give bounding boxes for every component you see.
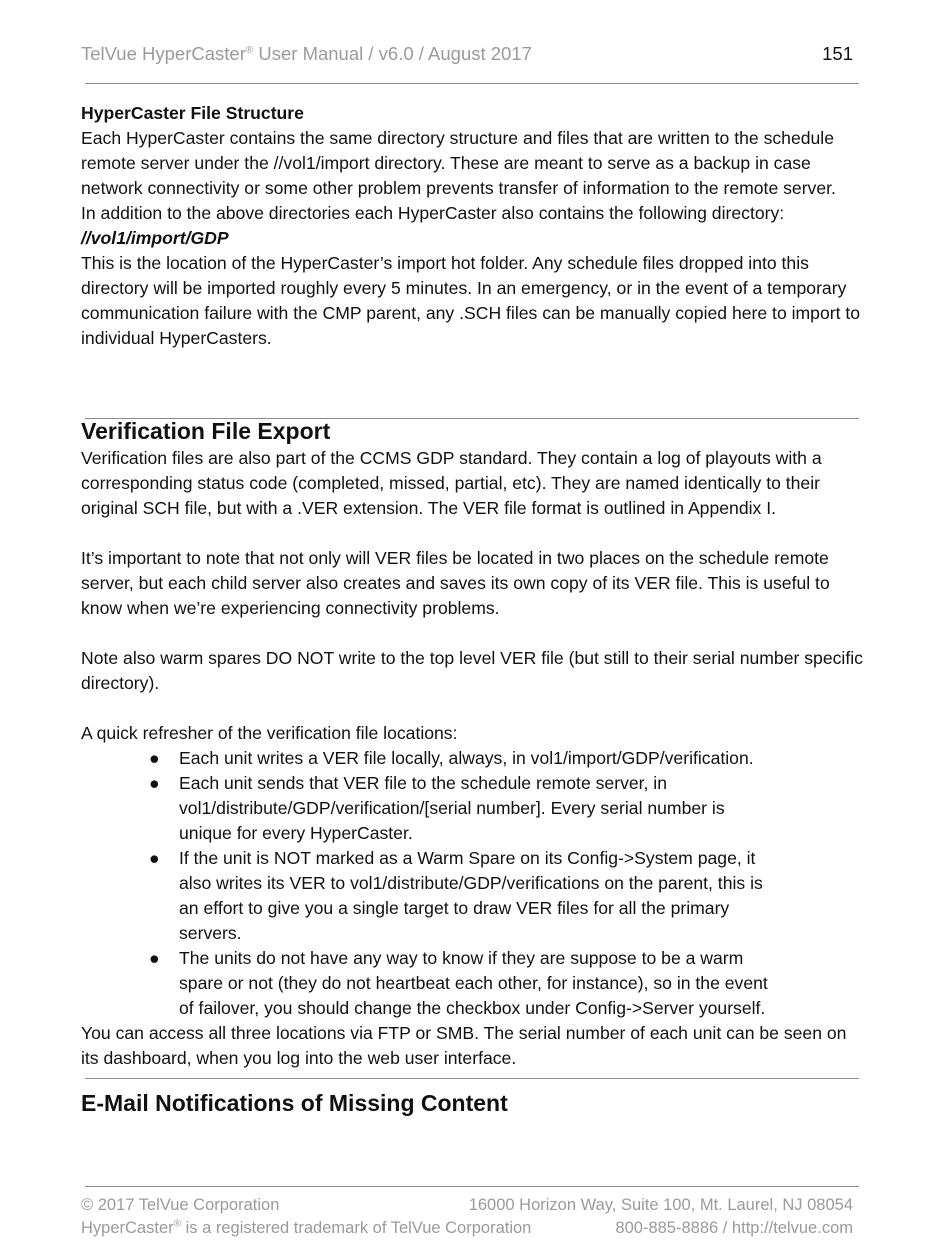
page-number: 151: [822, 43, 853, 64]
hot-folder-paragraph: This is the location of the HyperCaster’s import hot folder. Any schedule files dropped into this directory will be imported roughly every 5 minutes. In an emergency, or in the event of a temporary communication failure with the CMP parent, any .SCH files can be manually copied here to import to individual HyperCasters.: [81, 253, 861, 348]
verification-locations-paragraph: It’s important to note that not only will VER files be located in two places on the schedule remote server, but each child server also creates and saves its own copy of its VER file. This is useful to know when we’re experiencing connectivity problems.: [81, 548, 830, 618]
bullet-icon: ●: [149, 748, 160, 768]
verification-intro-paragraph: Verification files are also part of the CCMS GDP standard. They contain a log of playouts with a corresponding status code (completed, missed, partial, etc). They are named identically to their original SCH file, but with a .VER extension. The VER file format is outlined in Appendix I.: [81, 448, 822, 518]
page-header: [81, 43, 853, 67]
additional-directory-paragraph: In addition to the above directories each HyperCaster also contains the following directory:: [81, 203, 785, 223]
list-item: ● Each unit writes a VER file locally, always, in vol1/import/GDP/verification.: [81, 746, 771, 771]
page-body: [81, 101, 871, 1071]
footer-divider: [85, 1186, 859, 1187]
list-item: ● If the unit is NOT marked as a Warm Spare on its Config->System page, it also writes its VER to vol1/distribute/GDP/verifications on the parent, this is an effort to give you a single target to draw VER files for all the primary servers.: [149, 848, 763, 943]
section-divider: [85, 418, 859, 419]
refresher-intro: A quick refresher of the verification file locations:: [81, 723, 458, 743]
header-divider: [85, 83, 859, 84]
bullet-icon: ●: [149, 848, 160, 868]
email-notifications-heading: E-Mail Notifications of Missing Content: [81, 1090, 508, 1116]
header-title: TelVue HyperCaster® User Manual / v6.0 / August 2017: [81, 43, 532, 64]
footer-trademark: HyperCaster® is a registered trademark of TelVue Corporation: [81, 1218, 532, 1237]
bullet-icon: ●: [149, 948, 160, 968]
bullet-icon: ●: [149, 773, 160, 793]
list-item: ● Each unit sends that VER file to the schedule remote server, in vol1/distribute/GDP/verification/[serial number]. Every serial number is unique for every HyperCaster.: [149, 773, 725, 843]
list-item: ● The units do not have any way to know if they are suppose to be a warm spare or not (they do not heartbeat each other, for instance), so in the event of failover, you should change the checkbox under Config->Server yourself.: [149, 948, 768, 1018]
access-locations-paragraph: You can access all three locations via FTP or SMB. The serial number of each unit can be seen on its dashboard, when you log into the web user interface.: [81, 1023, 847, 1068]
footer-address: 16000 Horizon Way, Suite 100, Mt. Laurel, NJ 08054: [468, 1196, 853, 1214]
footer-contact: 800-885-8886 / http://telvue.com: [615, 1219, 853, 1237]
footer-line-1: [81, 1194, 853, 1216]
gdp-directory-path: //vol1/import/GDP: [81, 228, 229, 248]
footer-copyright: © 2017 TelVue Corporation: [81, 1196, 280, 1214]
file-structure-subheading: HyperCaster File Structure: [81, 103, 304, 123]
section-divider: [85, 1078, 859, 1079]
warm-spare-note-paragraph: Note also warm spares DO NOT write to the top level VER file (but still to their serial number specific directory).: [81, 648, 863, 693]
verification-locations-list: [81, 746, 771, 1021]
verification-export-heading: Verification File Export: [81, 418, 331, 444]
footer-line-2: [81, 1217, 853, 1239]
section-spacer: [81, 351, 871, 416]
file-structure-paragraph: Each HyperCaster contains the same directory structure and files that are written to the schedule remote server under the //vol1/import directory. These are meant to serve as a backup in case network connectivity or some other problem prevents transfer of information to the remote server.: [81, 128, 836, 198]
